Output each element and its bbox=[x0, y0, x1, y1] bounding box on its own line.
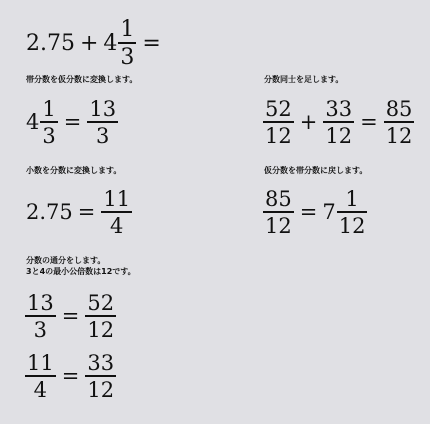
denominator: 3 bbox=[33, 318, 48, 343]
fraction bbox=[25, 352, 56, 401]
denominator: 4 bbox=[110, 214, 124, 239]
mixed-whole: 4 bbox=[103, 30, 118, 56]
step-note-improper-to-mixed: 仮分数を帯分数に戻します。 bbox=[264, 166, 368, 175]
equals-sign: = bbox=[61, 304, 80, 329]
fraction-bar bbox=[101, 211, 132, 213]
equals-sign: = bbox=[63, 110, 82, 135]
step-improper-to-mixed bbox=[262, 188, 368, 237]
mixed-fraction bbox=[40, 98, 57, 147]
denominator: 3 bbox=[42, 124, 56, 149]
fraction bbox=[263, 98, 294, 147]
numerator: 13 bbox=[89, 97, 117, 121]
numerator: 85 bbox=[385, 97, 413, 121]
fraction-bar bbox=[85, 375, 116, 377]
fraction-bar bbox=[337, 211, 368, 213]
fraction bbox=[85, 292, 116, 341]
result-fraction bbox=[87, 98, 118, 147]
problem-expression bbox=[26, 18, 166, 69]
mixed-whole: 4 bbox=[26, 110, 40, 135]
numerator: 1 bbox=[120, 17, 135, 42]
fraction-bar bbox=[85, 315, 116, 317]
fraction-bar bbox=[384, 121, 415, 123]
denominator: 12 bbox=[265, 124, 292, 149]
mixed-fraction bbox=[118, 18, 136, 69]
mixed-fraction bbox=[337, 188, 368, 237]
fraction-bar bbox=[25, 315, 56, 317]
step-mixed-to-improper bbox=[26, 98, 119, 147]
denominator: 12 bbox=[87, 378, 115, 403]
fraction bbox=[323, 98, 354, 147]
numerator: 1 bbox=[345, 187, 359, 211]
numerator: 52 bbox=[265, 97, 292, 121]
numerator: 13 bbox=[27, 291, 54, 315]
fraction-bar bbox=[87, 121, 118, 123]
fraction-bar bbox=[263, 211, 294, 213]
denominator: 12 bbox=[325, 124, 353, 149]
denominator: 4 bbox=[33, 378, 48, 403]
denominator: 12 bbox=[87, 318, 115, 343]
equals-sign: = bbox=[360, 110, 378, 135]
step-common-denominator-eq1 bbox=[24, 292, 117, 341]
step-note-mixed-to-improper: 帯分数を仮分数に変換します。 bbox=[26, 75, 138, 84]
equals-sign: = bbox=[61, 364, 80, 389]
fraction bbox=[25, 292, 56, 341]
fraction bbox=[263, 188, 294, 237]
denominator: 3 bbox=[120, 45, 135, 71]
step-note-common-denominator-2: 3と4の最小公倍数は12です。 bbox=[26, 267, 136, 276]
fraction-bar bbox=[323, 121, 354, 123]
step-note-add-fractions: 分数同士を足します。 bbox=[264, 75, 344, 84]
equals-sign: = bbox=[77, 200, 96, 225]
numerator: 52 bbox=[87, 291, 115, 315]
equals-sign: = bbox=[142, 30, 161, 56]
step-note-common-denominator-1: 分数の通分をします。 bbox=[26, 256, 106, 265]
fraction bbox=[85, 352, 116, 401]
problem-decimal: 2.75 bbox=[26, 30, 75, 56]
fraction-bar bbox=[118, 42, 136, 44]
fraction-bar bbox=[263, 121, 294, 123]
denominator: 12 bbox=[338, 214, 366, 239]
step-add-fractions bbox=[262, 98, 415, 147]
numerator: 1 bbox=[42, 97, 56, 121]
result-fraction bbox=[384, 98, 415, 147]
denominator: 3 bbox=[96, 124, 110, 149]
numerator: 85 bbox=[265, 187, 292, 211]
step-note-decimal-to-fraction: 小数を分数に変換します。 bbox=[26, 166, 122, 175]
plus-sign: + bbox=[79, 30, 99, 56]
numerator: 11 bbox=[27, 351, 54, 375]
step-common-denominator-eq2 bbox=[24, 352, 117, 401]
plus-sign: + bbox=[299, 110, 318, 135]
numerator: 11 bbox=[103, 187, 131, 211]
fraction-bar bbox=[25, 375, 56, 377]
equals-sign: = bbox=[299, 200, 318, 225]
fraction-bar bbox=[40, 121, 57, 123]
denominator: 12 bbox=[385, 124, 413, 149]
mixed-whole: 7 bbox=[322, 200, 336, 225]
step-decimal-to-fraction bbox=[26, 188, 133, 237]
denominator: 12 bbox=[265, 214, 292, 239]
result-fraction bbox=[101, 188, 132, 237]
numerator: 33 bbox=[325, 97, 353, 121]
decimal-value: 2.75 bbox=[26, 200, 73, 225]
numerator: 33 bbox=[87, 351, 115, 375]
